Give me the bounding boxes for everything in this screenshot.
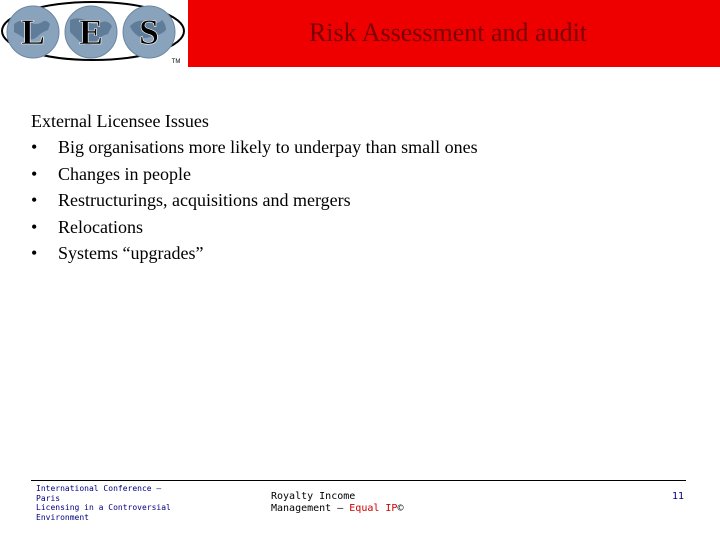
page-title: Risk Assessment and audit [308, 18, 588, 47]
logo-letter-s: S [138, 12, 160, 52]
footer-presentation-line2 [271, 503, 491, 515]
bullet-text: Relocations [58, 216, 143, 237]
footer-divider [31, 480, 686, 481]
logo-trademark: TM [171, 59, 181, 65]
bullet-glyph: • [31, 163, 38, 184]
footer-conference-line: Licensing in a Controversial [36, 503, 171, 512]
footer-presentation-prefix: Management – [271, 503, 350, 514]
footer-presentation [271, 491, 491, 515]
bullet-glyph: • [31, 243, 38, 263]
bullet-item [31, 214, 691, 241]
bullet-text: Big organisations more likely to underpay than small ones [58, 137, 478, 157]
footer-copyright: © [397, 503, 404, 514]
les-logo-graphic [0, 0, 188, 67]
logo-letter-e: E [78, 12, 104, 52]
footer-conference-line: Paris [36, 493, 61, 503]
les-logo [0, 0, 188, 67]
bullet-text: Restructurings, acquisitions and mergers [58, 190, 351, 210]
header-bar [0, 0, 720, 67]
bullet-glyph: • [31, 216, 38, 237]
bullet-item [31, 161, 691, 188]
bullet-list [31, 134, 691, 267]
page-number: 11 [671, 491, 684, 502]
footer-conference-line: International Conference – [36, 484, 162, 493]
footer-conference [36, 484, 186, 522]
bullet-text: Systems “upgrades” [58, 243, 204, 263]
bullet-glyph: • [31, 137, 38, 157]
bullet-glyph: • [31, 190, 38, 210]
bullet-item [31, 240, 691, 267]
section-heading: External Licensee Issues [31, 111, 209, 131]
bullet-item [31, 134, 691, 161]
footer-conference-line: Environment [36, 512, 89, 522]
footer-presentation-line1: Royalty Income [271, 491, 356, 502]
footer-company-name: Equal IP [349, 503, 398, 514]
bullet-item [31, 187, 691, 214]
logo-letter-l: L [20, 12, 46, 52]
bullet-text: Changes in people [58, 163, 191, 184]
slide-content [31, 108, 691, 267]
